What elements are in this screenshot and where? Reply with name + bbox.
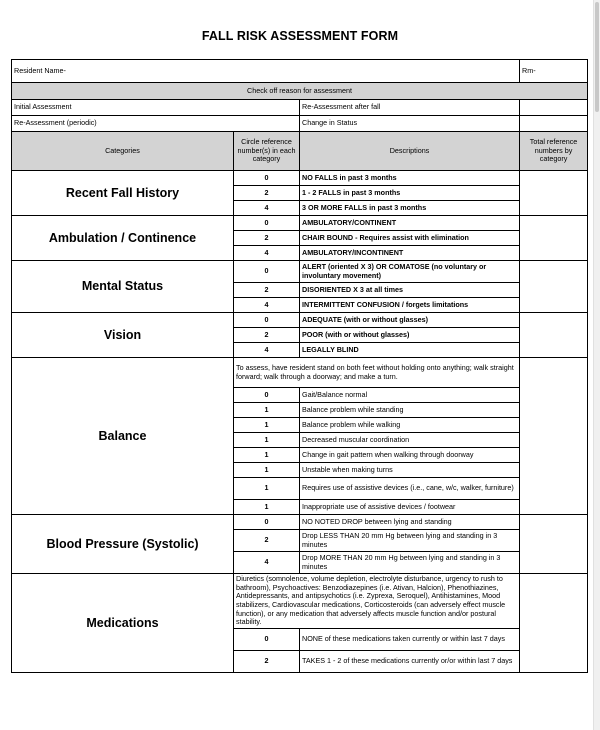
assessment-table — [11, 59, 588, 673]
ref-number[interactable]: 1 — [234, 463, 300, 478]
table-row — [12, 515, 588, 530]
description: 3 OR MORE FALLS in past 3 months — [300, 201, 520, 216]
table-row — [12, 216, 588, 231]
ref-number[interactable]: 1 — [234, 500, 300, 515]
description: Unstable when making turns — [300, 463, 520, 478]
header-total: Total reference numbers by category — [520, 132, 588, 171]
reason-checkbox-2[interactable] — [520, 116, 588, 132]
ref-number[interactable]: 2 — [234, 651, 300, 673]
ref-number[interactable]: 1 — [234, 403, 300, 418]
description: Decreased muscular coordination — [300, 433, 520, 448]
table-row — [12, 171, 588, 186]
medications-instructions: Diuretics (somnolence, volume depletion, electrolyte disturbance, urgency to rush to bathroom), Psychoactives: Benzodiazepines (i.e. Ativan, Halcion), Phenothiazines, Antidepressants, and antipsychotics (i.e. Zyprexa, Seroquel), Antihistamines, Mood stabilizers, Cardiovascular medications, Corticosteroids (can adversely effect muscle function), or any medication that adversely affects muscle function and/or postural stability. — [234, 574, 520, 629]
ref-number[interactable]: 4 — [234, 298, 300, 313]
description: NONE of these medications taken currently or within last 7 days — [300, 629, 520, 651]
column-header-row — [12, 132, 588, 171]
total-field[interactable] — [520, 171, 588, 216]
ref-number[interactable]: 0 — [234, 629, 300, 651]
description: Balance problem while walking — [300, 418, 520, 433]
total-field[interactable] — [520, 261, 588, 313]
ref-number[interactable]: 0 — [234, 313, 300, 328]
ref-number[interactable]: 0 — [234, 515, 300, 530]
reason-row-1 — [12, 100, 588, 116]
reason-reassessment-after-fall[interactable]: Re-Assessment after fall — [300, 100, 520, 116]
description: CHAIR BOUND - Requires assist with elimination — [300, 231, 520, 246]
header-circle-reference: Circle reference number(s) in each category — [234, 132, 300, 171]
description: Change in gait pattern when walking through doorway — [300, 448, 520, 463]
description: ALERT (oriented X 3) OR COMATOSE (no voluntary or involuntary movement) — [300, 261, 520, 283]
header-descriptions: Descriptions — [300, 132, 520, 171]
reason-row-2 — [12, 116, 588, 132]
ref-number[interactable]: 4 — [234, 246, 300, 261]
description: NO NOTED DROP between lying and standing — [300, 515, 520, 530]
ref-number[interactable]: 0 — [234, 216, 300, 231]
category-blood-pressure: Blood Pressure (Systolic) — [12, 515, 234, 574]
scrollbar-thumb[interactable] — [595, 2, 599, 112]
description: NO FALLS in past 3 months — [300, 171, 520, 186]
ref-number[interactable]: 2 — [234, 186, 300, 201]
category-vision: Vision — [12, 313, 234, 358]
description: INTERMITTENT CONFUSION / forgets limitations — [300, 298, 520, 313]
description: POOR (with or without glasses) — [300, 328, 520, 343]
category-ambulation-continence: Ambulation / Continence — [12, 216, 234, 261]
reason-change-in-status[interactable]: Change in Status — [300, 116, 520, 132]
description: Gait/Balance normal — [300, 388, 520, 403]
ref-number[interactable]: 1 — [234, 433, 300, 448]
check-off-header: Check off reason for assessment — [12, 83, 588, 100]
check-off-header-row — [12, 83, 588, 100]
description: TAKES 1 - 2 of these medications currently or/or within last 7 days — [300, 651, 520, 673]
ref-number[interactable]: 2 — [234, 231, 300, 246]
reason-initial-assessment[interactable]: Initial Assessment — [12, 100, 300, 116]
description: Drop MORE THAN 20 mm Hg between lying and standing in 3 minutes — [300, 552, 520, 574]
ref-number[interactable]: 2 — [234, 283, 300, 298]
ref-number[interactable]: 0 — [234, 171, 300, 186]
resident-row — [12, 60, 588, 83]
room-field[interactable] — [520, 60, 588, 83]
balance-instructions: To assess, have resident stand on both feet without holding onto anything; walk straight forward; walk through a doorway; and make a turn. — [234, 358, 520, 388]
table-row — [12, 358, 588, 388]
reason-checkbox-1[interactable] — [520, 100, 588, 116]
ref-number[interactable]: 4 — [234, 201, 300, 216]
description: AMBULATORY/CONTINENT — [300, 216, 520, 231]
form-title: FALL RISK ASSESSMENT FORM — [201, 29, 399, 43]
description: Balance problem while standing — [300, 403, 520, 418]
description: LEGALLY BLIND — [300, 343, 520, 358]
total-field[interactable] — [520, 574, 588, 673]
category-medications: Medications — [12, 574, 234, 673]
description: AMBULATORY/INCONTINENT — [300, 246, 520, 261]
description: 1 - 2 FALLS in past 3 months — [300, 186, 520, 201]
resident-name-field[interactable] — [12, 60, 520, 83]
ref-number[interactable]: 1 — [234, 448, 300, 463]
scrollbar[interactable] — [593, 0, 600, 730]
category-recent-fall-history: Recent Fall History — [12, 171, 234, 216]
total-field[interactable] — [520, 358, 588, 515]
description: Requires use of assistive devices (i.e., cane, w/c, walker, furniture) — [300, 478, 520, 500]
ref-number[interactable]: 2 — [234, 328, 300, 343]
total-field[interactable] — [520, 515, 588, 574]
reason-reassessment-periodic[interactable]: Re-Assessment (periodic) — [12, 116, 300, 132]
ref-number[interactable]: 4 — [234, 552, 300, 574]
total-field[interactable] — [520, 216, 588, 261]
description: Drop LESS THAN 20 mm Hg between lying and standing in 3 minutes — [300, 530, 520, 552]
total-field[interactable] — [520, 313, 588, 358]
table-row — [12, 261, 588, 283]
ref-number[interactable]: 0 — [234, 261, 300, 283]
table-row — [12, 313, 588, 328]
description: ADEQUATE (with or without glasses) — [300, 313, 520, 328]
resident-name-label: Resident Name- — [14, 65, 66, 75]
ref-number[interactable]: 2 — [234, 530, 300, 552]
description: DISORIENTED X 3 at all times — [300, 283, 520, 298]
room-label: Rm- — [522, 65, 536, 75]
ref-number[interactable]: 0 — [234, 388, 300, 403]
ref-number[interactable]: 4 — [234, 343, 300, 358]
ref-number[interactable]: 1 — [234, 418, 300, 433]
table-row — [12, 574, 588, 629]
ref-number[interactable]: 1 — [234, 478, 300, 500]
description: Inappropriate use of assistive devices / footwear — [300, 500, 520, 515]
header-categories: Categories — [12, 132, 234, 171]
category-mental-status: Mental Status — [12, 261, 234, 313]
category-balance: Balance — [12, 358, 234, 515]
